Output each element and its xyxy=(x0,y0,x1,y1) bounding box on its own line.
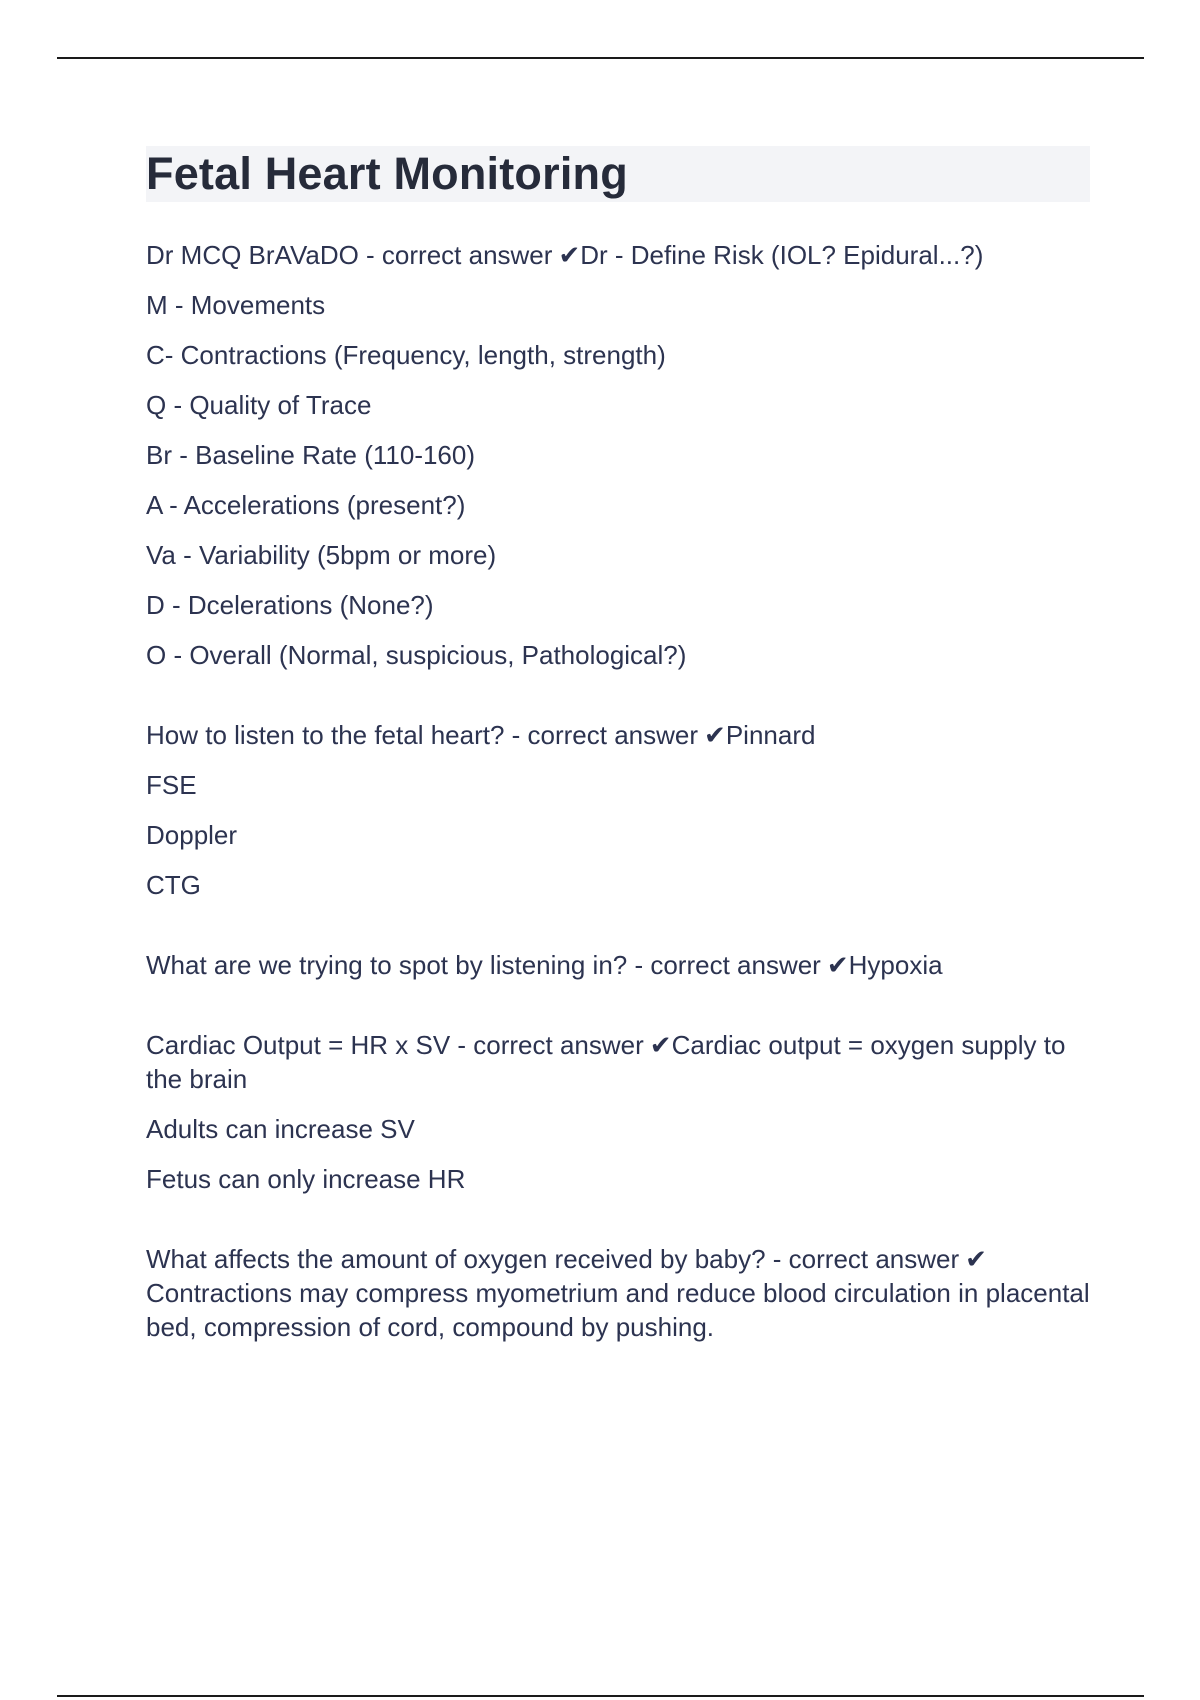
qa-question-line xyxy=(146,718,1090,752)
answer-text: Pinnard xyxy=(725,720,816,750)
qa-question-line xyxy=(146,1028,1090,1096)
answer-line: Q - Quality of Trace xyxy=(146,390,372,420)
answer-line: M - Movements xyxy=(146,290,326,320)
title-banner xyxy=(146,146,1090,202)
qa-item xyxy=(146,718,1090,902)
checkmark-icon: ✔ xyxy=(649,1030,672,1060)
answer-line: Fetus can only increase HR xyxy=(146,1164,466,1194)
top-rule xyxy=(57,57,1144,59)
question-text: Cardiac Output = HR x SV - correct answer xyxy=(146,1030,644,1060)
question-text: What affects the amount of oxygen received by baby? - correct answer xyxy=(146,1244,960,1274)
answer-line: Adults can increase SV xyxy=(146,1114,415,1144)
bottom-rule xyxy=(57,1695,1144,1697)
answer-text: Hypoxia xyxy=(848,950,943,980)
answer-line: D - Dcelerations (None?) xyxy=(146,590,434,620)
answer-line: Br - Baseline Rate (110-160) xyxy=(146,440,476,470)
checkmark-icon: ✔ xyxy=(965,1244,987,1274)
question-text: How to listen to the fetal heart? - correct answer xyxy=(146,720,699,750)
question-text: What are we trying to spot by listening in? - correct answer xyxy=(146,950,821,980)
answer-text: Contractions may compress myometrium and reduce blood circulation in placental bed, compression of cord, compound by pushing. xyxy=(146,1278,1090,1342)
qa-item xyxy=(146,1242,1090,1344)
answer-line: A - Accelerations (present?) xyxy=(146,490,466,520)
answer-line: FSE xyxy=(146,770,197,800)
page-title: Fetal Heart Monitoring xyxy=(146,148,628,199)
question-text: Dr MCQ BrAVaDO - correct answer xyxy=(146,240,553,270)
qa-item xyxy=(146,1028,1090,1196)
qa-item xyxy=(146,238,1090,672)
checkmark-icon: ✔ xyxy=(826,950,849,980)
checkmark-icon: ✔ xyxy=(558,240,581,270)
answer-line: Va - Variability (5bpm or more) xyxy=(146,540,497,570)
answer-line: C- Contractions (Frequency, length, strength) xyxy=(146,340,666,370)
answer-text: Dr - Define Risk (IOL? Epidural...?) xyxy=(580,240,984,270)
document-body xyxy=(146,146,1090,1390)
qa-question-line xyxy=(146,1242,1090,1344)
qa-item xyxy=(146,948,1090,982)
answer-line: O - Overall (Normal, suspicious, Pathological?) xyxy=(146,640,687,670)
answer-text: Cardiac output = oxygen supply to the brain xyxy=(146,1030,1066,1094)
qa-list xyxy=(146,238,1090,1344)
qa-question-line xyxy=(146,238,1090,272)
qa-question-line xyxy=(146,948,1090,982)
answer-line: Doppler xyxy=(146,820,238,850)
answer-line: CTG xyxy=(146,870,201,900)
checkmark-icon: ✔ xyxy=(704,720,726,750)
